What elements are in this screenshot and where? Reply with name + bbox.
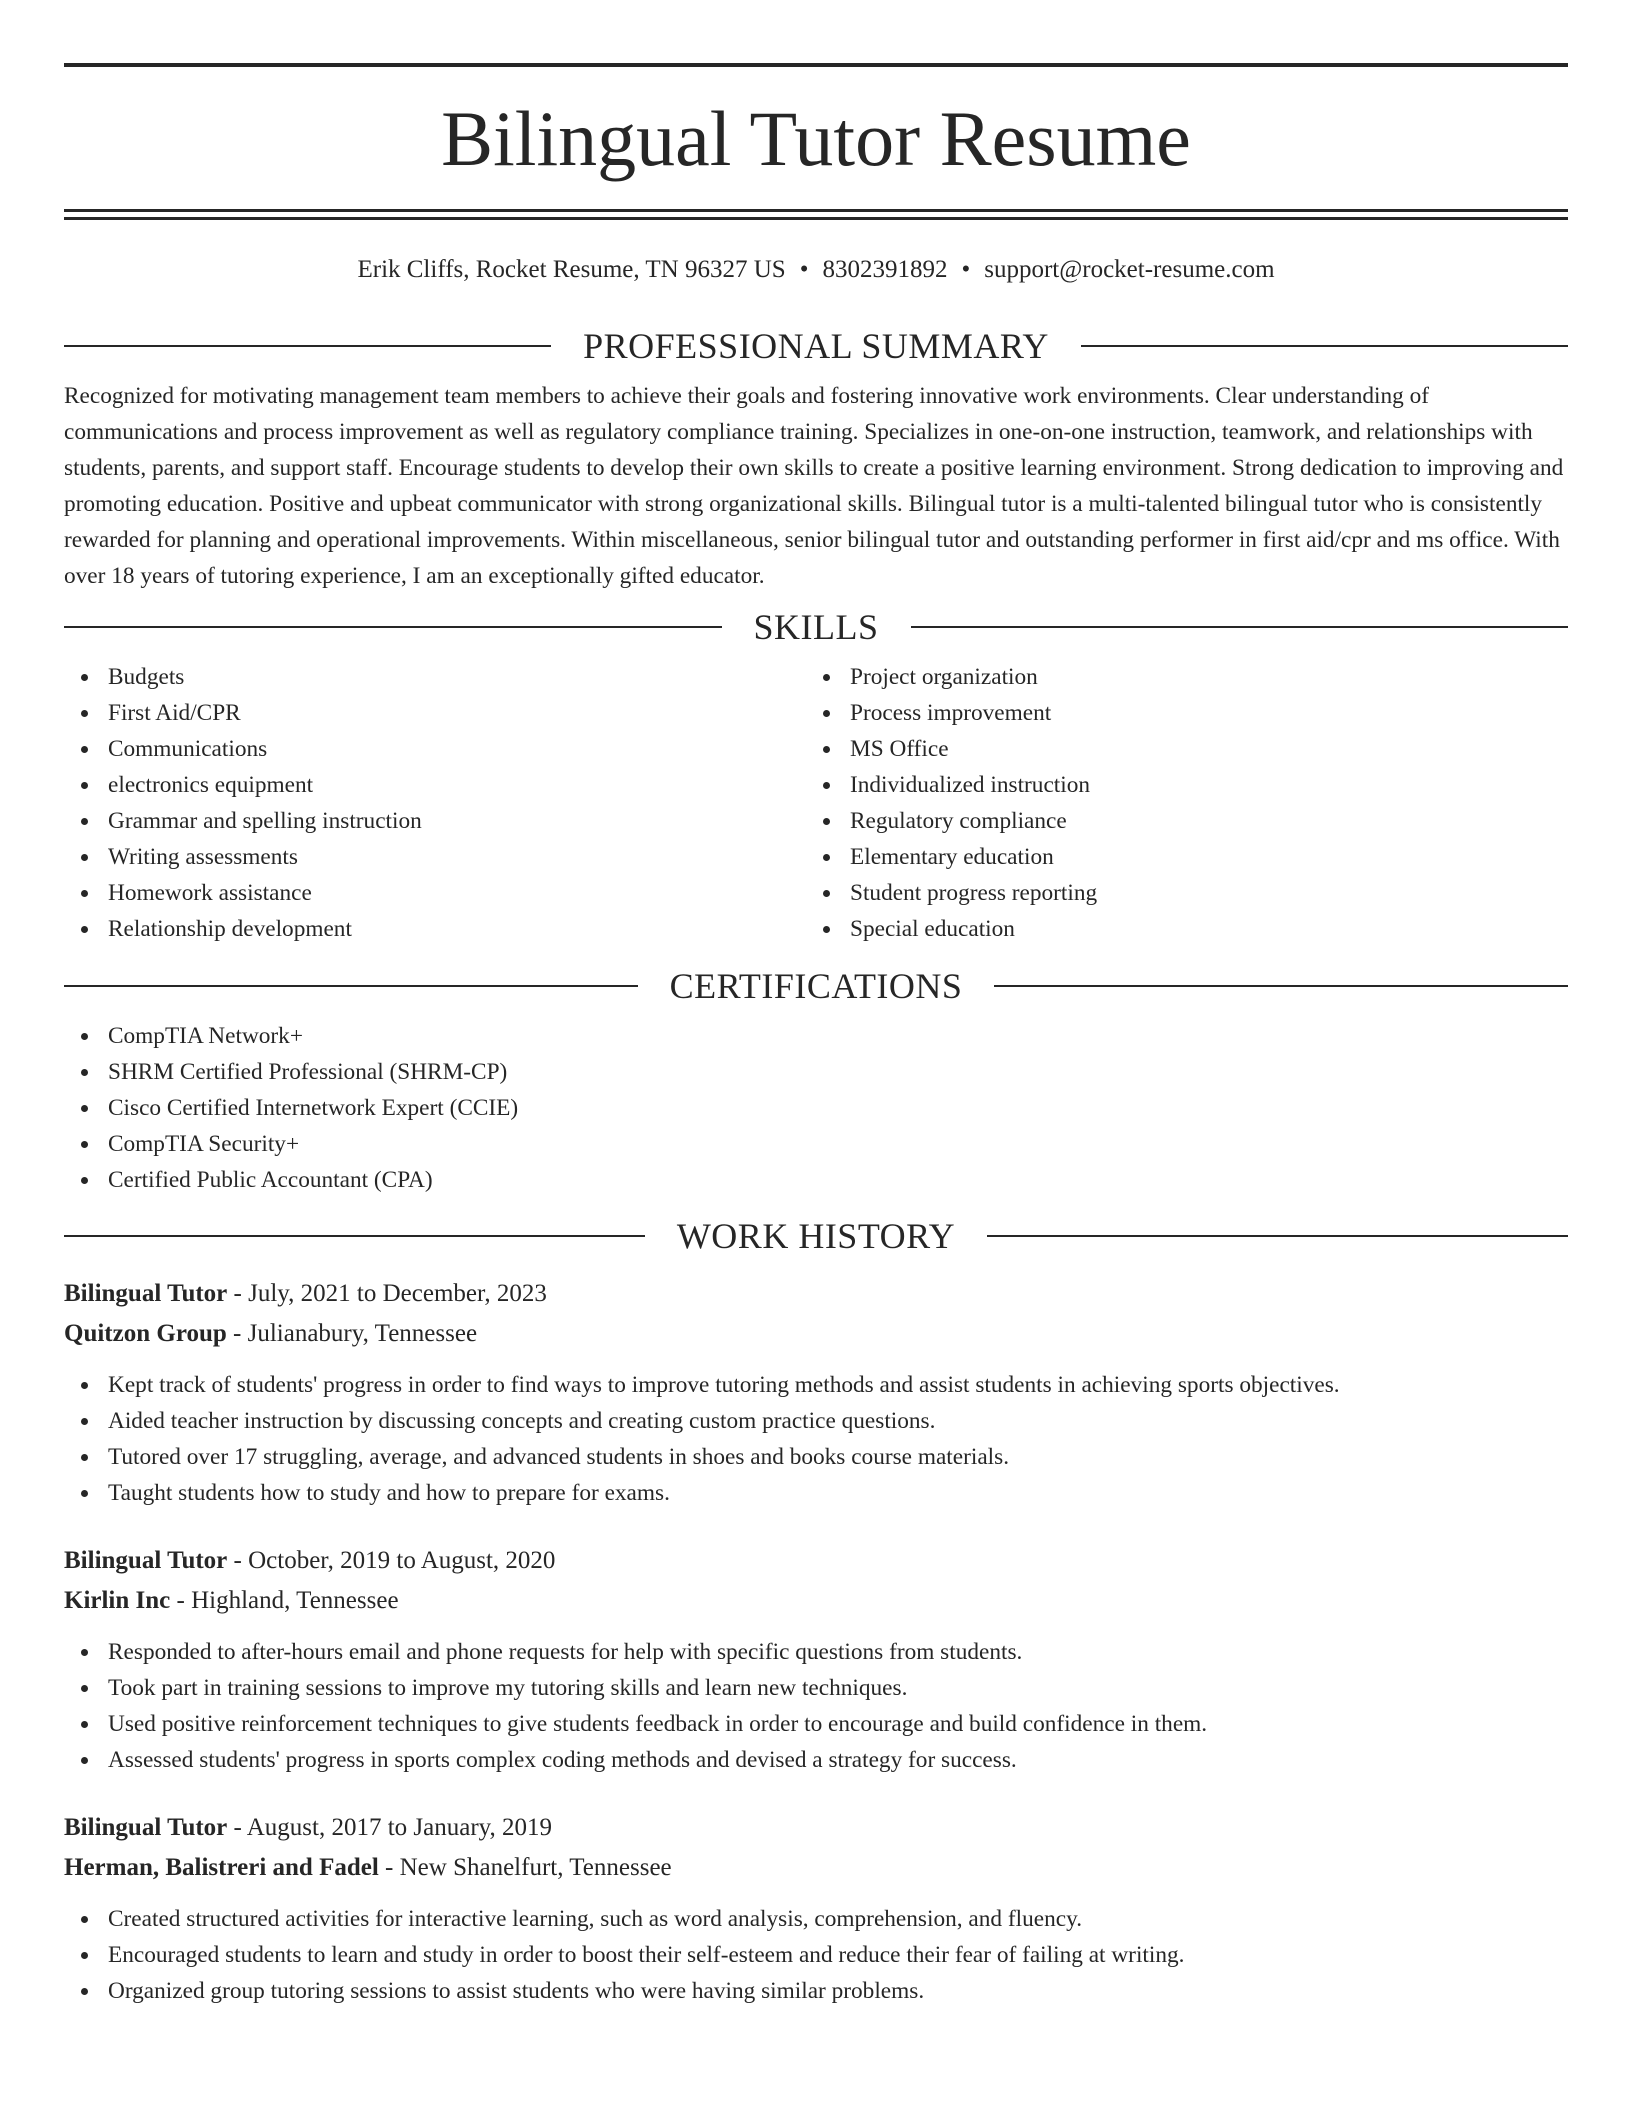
job-dates: - August, 2017 to January, 2019 <box>227 1814 553 1841</box>
skill-item: Regulatory compliance <box>806 803 1548 839</box>
divider-line <box>987 1235 1568 1237</box>
job-bullet: Responded to after-hours email and phone requests for help with specific questions from students. <box>64 1634 1568 1670</box>
skill-item: Budgets <box>64 659 806 695</box>
skill-item: Project organization <box>806 659 1548 695</box>
job-dates: - July, 2021 to December, 2023 <box>227 1280 547 1307</box>
contact-phone: 8302391892 <box>822 256 948 283</box>
skill-item: Writing assessments <box>64 839 806 875</box>
divider-line <box>1081 345 1568 347</box>
job-bullets <box>64 1367 1568 1511</box>
resume-page <box>64 63 1568 2009</box>
divider-line <box>64 985 638 987</box>
certification-item: CompTIA Network+ <box>64 1018 1568 1054</box>
job-location: - Highland, Tennessee <box>170 1587 399 1614</box>
divider-line <box>911 626 1569 628</box>
job-bullet: Encouraged students to learn and study in order to boost their self-esteem and reduce their fear of failing at writing. <box>64 1937 1568 1973</box>
job-bullet: Took part in training sessions to improve my tutoring skills and learn new techniques. <box>64 1670 1568 1706</box>
job-dates: - October, 2019 to August, 2020 <box>227 1547 556 1574</box>
summary-section-title: PROFESSIONAL SUMMARY <box>583 326 1049 366</box>
contact-email: support@rocket-resume.com <box>984 256 1275 283</box>
skills-section-header <box>64 605 1568 649</box>
job-company: Quitzon Group <box>64 1320 227 1347</box>
job-entry <box>64 1274 1568 1511</box>
skill-item: Special education <box>806 911 1548 947</box>
certification-item: Cisco Certified Internetwork Expert (CCIE) <box>64 1090 1568 1126</box>
job-bullets <box>64 1901 1568 2009</box>
skills-list-right <box>806 659 1548 947</box>
job-bullet: Used positive reinforcement techniques to give students feedback in order to encourage and build confidence in them. <box>64 1706 1568 1742</box>
certifications-section-title: CERTIFICATIONS <box>669 966 963 1006</box>
summary-section-header <box>64 324 1568 368</box>
job-title-line <box>64 1808 1568 1848</box>
job-bullet: Taught students how to study and how to prepare for exams. <box>64 1475 1568 1511</box>
certifications-list <box>64 1018 1568 1198</box>
skill-item: Student progress reporting <box>806 875 1548 911</box>
job-title-line <box>64 1541 1568 1581</box>
certifications-section-header <box>64 964 1568 1008</box>
job-entry <box>64 1808 1568 2009</box>
skill-item: Homework assistance <box>64 875 806 911</box>
contact-line <box>64 255 1568 285</box>
divider-line <box>64 626 722 628</box>
job-company-line <box>64 1848 1568 1888</box>
divider-line <box>64 1235 645 1237</box>
work-section-title: WORK HISTORY <box>676 1216 956 1256</box>
skill-item: Elementary education <box>806 839 1548 875</box>
skill-item: Relationship development <box>64 911 806 947</box>
job-company: Herman, Balistreri and Fadel <box>64 1854 379 1881</box>
job-location: - Julianabury, Tennessee <box>226 1320 478 1347</box>
skill-item: Grammar and spelling instruction <box>64 803 806 839</box>
double-rule <box>64 209 1568 220</box>
job-bullet: Tutored over 17 struggling, average, and advanced students in shoes and books course materials. <box>64 1439 1568 1475</box>
job-bullet: Created structured activities for interactive learning, such as word analysis, comprehension, and fluency. <box>64 1901 1568 1937</box>
skills-list-left <box>64 659 806 947</box>
certification-item: CompTIA Security+ <box>64 1126 1568 1162</box>
job-bullet: Aided teacher instruction by discussing concepts and creating custom practice questions. <box>64 1403 1568 1439</box>
skills-column-right <box>806 659 1548 947</box>
contact-separator: • <box>961 256 971 283</box>
contact-address: Erik Cliffs, Rocket Resume, TN 96327 US <box>357 256 786 283</box>
certification-item: SHRM Certified Professional (SHRM-CP) <box>64 1054 1568 1090</box>
job-title: Bilingual Tutor <box>64 1814 228 1841</box>
job-title: Bilingual Tutor <box>64 1280 228 1307</box>
job-entry <box>64 1541 1568 1778</box>
job-bullet: Kept track of students' progress in order to find ways to improve tutoring methods and assist students in achieving sports objectives. <box>64 1367 1568 1403</box>
job-bullets <box>64 1634 1568 1778</box>
resume-title: Bilingual Tutor Resume <box>441 95 1191 182</box>
skills-section-title: SKILLS <box>753 607 879 647</box>
job-company-line <box>64 1314 1568 1354</box>
job-location: - New Shanelfurt, Tennessee <box>378 1854 672 1881</box>
skill-item: MS Office <box>806 731 1548 767</box>
job-title-line <box>64 1274 1568 1314</box>
skills-column-left <box>64 659 806 947</box>
skill-item: First Aid/CPR <box>64 695 806 731</box>
skills-columns <box>64 659 1568 947</box>
divider-line <box>994 985 1568 987</box>
contact-separator: • <box>799 256 809 283</box>
skill-item: Individualized instruction <box>806 767 1548 803</box>
skill-item: Process improvement <box>806 695 1548 731</box>
job-bullet: Organized group tutoring sessions to assist students who were having similar problems. <box>64 1973 1568 2009</box>
divider-line <box>64 345 551 347</box>
job-company: Kirlin Inc <box>64 1587 171 1614</box>
skill-item: Communications <box>64 731 806 767</box>
job-title: Bilingual Tutor <box>64 1547 228 1574</box>
skill-item: electronics equipment <box>64 767 806 803</box>
summary-paragraph: Recognized for motivating management team members to achieve their goals and fostering innovative work environments. Clear understanding of communications and process improvement as well as regulatory compliance training. Specializes in one-on-one instruction, teamwork, and relationships with students, parents, and support staff. Encourage students to develop their own skills to create a positive learning environment. Strong dedication to improving and promoting education. Positive and upbeat communicator with strong organizational skills. Bilingual tutor is a multi-talented bilingual tutor who is consistently rewarded for planning and operational improvements. Within miscellaneous, senior bilingual tutor and outstanding performer in first aid/cpr and ms office. With over 18 years of tutoring experience, I am an exceptionally gifted educator. <box>64 383 1564 589</box>
job-company-line <box>64 1581 1568 1621</box>
work-section-header <box>64 1214 1568 1258</box>
certification-item: Certified Public Accountant (CPA) <box>64 1162 1568 1198</box>
job-bullet: Assessed students' progress in sports complex coding methods and devised a strategy for success. <box>64 1742 1568 1778</box>
top-rule <box>64 63 1568 67</box>
